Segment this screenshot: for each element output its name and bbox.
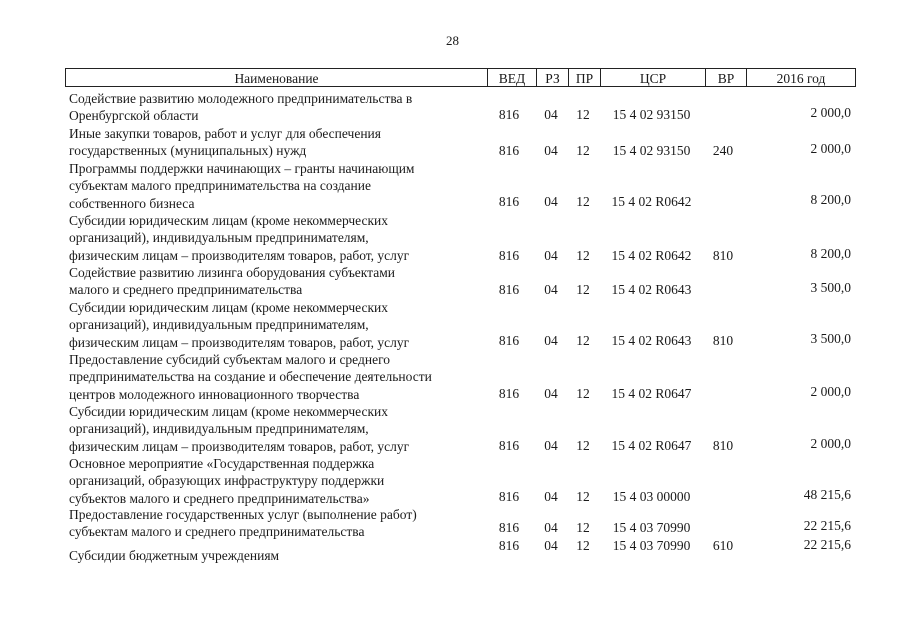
row-vr: 610 <box>712 538 734 553</box>
row-sum: 8 200,0 <box>810 192 851 207</box>
row-sum: 8 200,0 <box>810 246 851 261</box>
row-csr: 15 4 03 70990 <box>612 538 691 553</box>
header-name: Наименование <box>234 71 319 86</box>
row-vr: 810 <box>712 333 734 348</box>
row-ved: 816 <box>498 520 520 535</box>
row-csr: 15 4 02 93150 <box>612 143 691 158</box>
row-sum: 22 215,6 <box>803 537 851 552</box>
row-pr: 12 <box>576 438 590 453</box>
header-vr: ВР <box>705 69 746 86</box>
row-pr: 12 <box>576 386 590 401</box>
row-csr: 15 4 02 R0643 <box>611 282 692 297</box>
table-row <box>65 160 856 213</box>
row-pr: 12 <box>576 194 590 209</box>
row-pr: 12 <box>576 333 590 348</box>
page-number: 28 <box>446 33 459 48</box>
table-row <box>65 212 856 265</box>
row-vr: 810 <box>712 248 734 263</box>
row-ved: 816 <box>498 538 520 553</box>
table-header <box>65 68 856 87</box>
row-csr: 15 4 02 R0642 <box>611 248 692 263</box>
row-sum: 48 215,6 <box>803 487 851 502</box>
row-csr: 15 4 02 R0647 <box>611 386 692 401</box>
row-ved: 816 <box>498 248 520 263</box>
row-vr: 240 <box>712 143 734 158</box>
row-pr: 12 <box>576 538 590 553</box>
table-row <box>65 351 856 404</box>
row-sum: 2 000,0 <box>810 105 851 120</box>
row-csr: 15 4 02 R0643 <box>611 333 692 348</box>
row-ved: 816 <box>498 143 520 158</box>
row-ved: 816 <box>498 333 520 348</box>
table-row <box>65 264 856 300</box>
row-name: Предоставление субсидий субъектам малого и среднего предпринимательства на создание и обеспечение деятельности центров молодежного инновационного творчества <box>69 352 432 402</box>
row-name: Иные закупки товаров, работ и услуг для обеспечения государственных (муниципальных) нужд <box>69 126 381 159</box>
row-ved: 816 <box>498 386 520 401</box>
row-ved: 816 <box>498 107 520 122</box>
row-name: Содействие развитию молодежного предпринимательства в Оренбургской области <box>69 91 413 124</box>
row-name: Предоставление государственных услуг (выполнение работ) субъектам малого и среднего предпринимательства <box>69 507 417 540</box>
row-rz: 04 <box>544 143 558 158</box>
row-ved: 816 <box>498 489 520 504</box>
table-row <box>65 403 856 456</box>
row-rz: 04 <box>544 333 558 348</box>
row-pr: 12 <box>576 489 590 504</box>
row-pr: 12 <box>576 143 590 158</box>
row-ved: 816 <box>498 438 520 453</box>
table-row <box>65 125 856 161</box>
table-row <box>65 299 856 352</box>
row-ved: 816 <box>498 194 520 209</box>
header-rz: РЗ <box>536 69 568 86</box>
row-sum: 3 500,0 <box>810 280 851 295</box>
header-pr: ПР <box>568 69 600 86</box>
row-rz: 04 <box>544 107 558 122</box>
table-row <box>65 455 856 508</box>
row-vr: 810 <box>712 438 734 453</box>
row-sum: 3 500,0 <box>810 331 851 346</box>
row-csr: 15 4 02 R0647 <box>611 438 692 453</box>
row-rz: 04 <box>544 489 558 504</box>
row-pr: 12 <box>576 248 590 263</box>
row-rz: 04 <box>544 386 558 401</box>
row-name: Субсидии юридическим лицам (кроме некоммерческих организаций), индивидуальным предпринимателям, физическим лицам – производителям товаров, работ, услуг <box>69 404 410 454</box>
row-csr: 15 4 02 R0642 <box>611 194 692 209</box>
row-name: Субсидии юридическим лицам (кроме некоммерческих организаций), индивидуальным предпринимателям, физическим лицам – производителям товаров, работ, услуг <box>69 213 410 263</box>
row-rz: 04 <box>544 282 558 297</box>
row-ved: 816 <box>498 282 520 297</box>
row-sum: 2 000,0 <box>810 436 851 451</box>
row-pr: 12 <box>576 107 590 122</box>
row-pr: 12 <box>576 282 590 297</box>
row-csr: 15 4 03 70990 <box>612 520 691 535</box>
row-csr: 15 4 02 93150 <box>612 107 691 122</box>
row-sum: 2 000,0 <box>810 141 851 156</box>
header-year: 2016 год <box>746 69 855 86</box>
header-ved: ВЕД <box>487 69 536 86</box>
row-csr: 15 4 03 00000 <box>612 489 691 504</box>
row-sum: 22 215,6 <box>803 518 851 533</box>
row-rz: 04 <box>544 538 558 553</box>
row-name: Содействие развитию лизинга оборудования субъектами малого и среднего предпринимательства <box>69 265 395 298</box>
row-pr: 12 <box>576 520 590 535</box>
row-name: Субсидии юридическим лицам (кроме некоммерческих организаций), индивидуальным предпринимателям, физическим лицам – производителям товаров, работ, услуг <box>69 300 410 350</box>
row-name: Основное мероприятие «Государственная поддержка организаций, образующих инфраструктуру поддержки субъектов малого и среднего предпринимательства» <box>69 456 385 506</box>
header-csr: ЦСР <box>600 69 705 86</box>
row-sum: 2 000,0 <box>810 384 851 399</box>
row-name: Субсидии бюджетным учреждениям <box>69 548 280 563</box>
row-rz: 04 <box>544 438 558 453</box>
table-row <box>65 537 856 563</box>
row-rz: 04 <box>544 520 558 535</box>
row-rz: 04 <box>544 248 558 263</box>
row-name: Программы поддержки начинающих – гранты начинающим субъектам малого предпринимательства на создание собственного бизнеса <box>69 161 415 211</box>
row-rz: 04 <box>544 194 558 209</box>
table-row <box>65 90 856 126</box>
